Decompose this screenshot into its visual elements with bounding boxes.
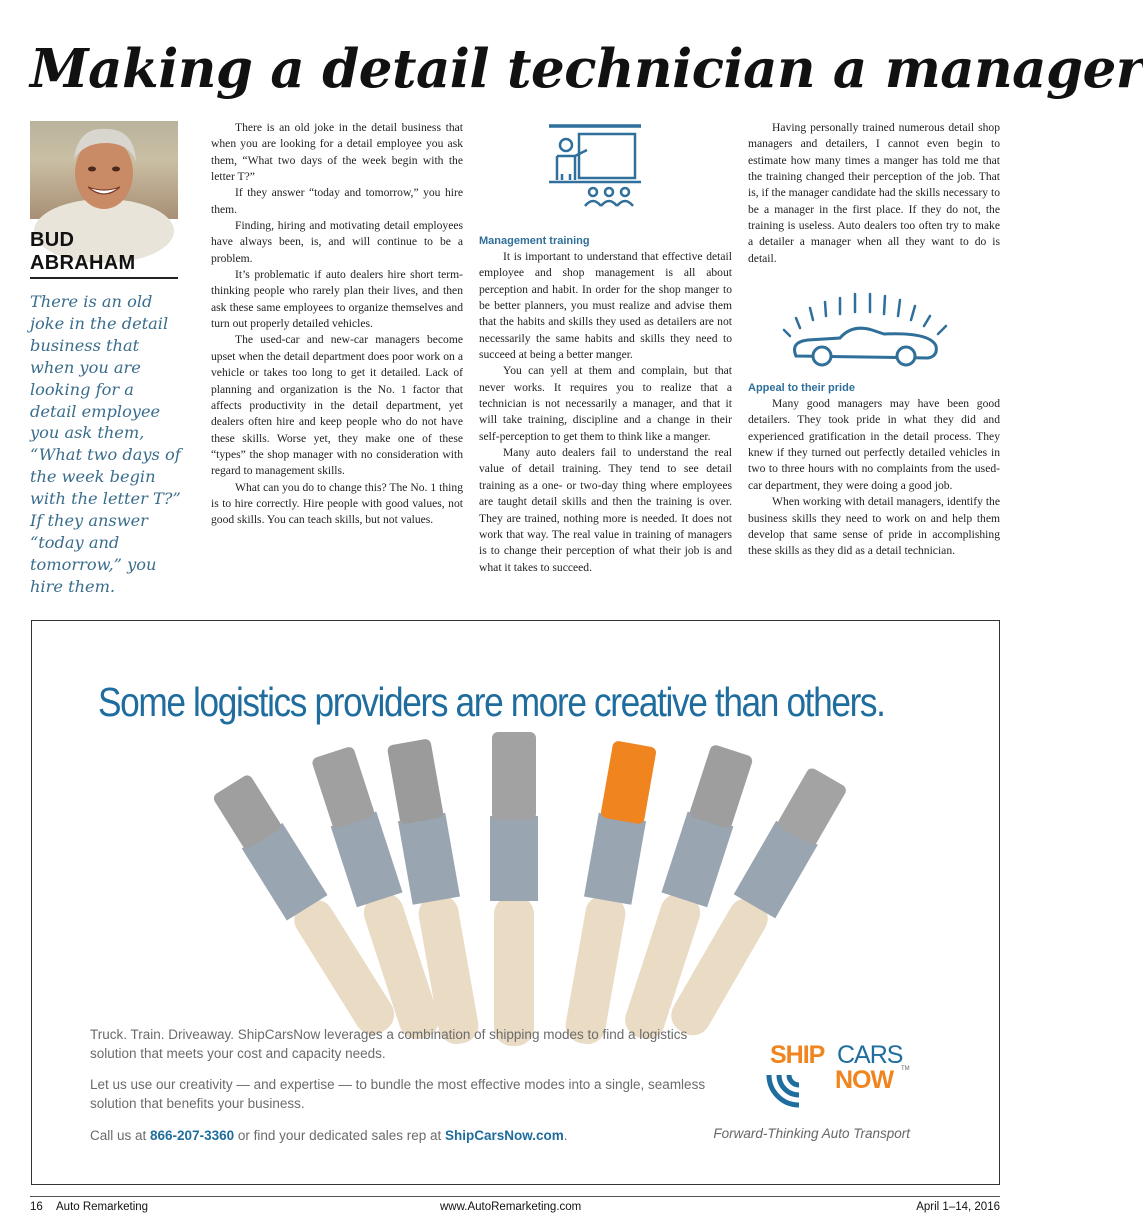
author-first-name: BUD: [30, 229, 75, 251]
paragraph: Finding, hiring and motivating detail employees have always been, is, and will continue to be a problem.: [211, 219, 463, 265]
training-presentation-icon: [545, 120, 645, 220]
logo-trademark: TM: [901, 1066, 910, 1072]
logo-signal-arcs-icon: [765, 1069, 831, 1111]
subhead-management-training: Management training: [479, 235, 590, 247]
paragraph: Many auto dealers fail to understand the real value of detail training. They tend to see detail training as a one- or two-day thing where employees are taught detail skills and then the training is over. They are trained, nothing more is needed. It does not work that way. The real value in training of managers is to change their perception of what their job is and what it takes to succeed.: [479, 446, 732, 574]
logo-cars-text: CARS: [837, 1041, 903, 1069]
ad-contact-middle: or find your dedicated sales rep at: [234, 1128, 445, 1143]
paragraph: It is important to understand that effective detail employee and shop management is all about perception and habit. In order for the shop manger to be better planners, you must realize and advise them that the habits and skills they used as detailers are not necessarily the same habits and skills they need to succeed at being a better manger.: [479, 250, 732, 362]
ad-body-paragraph-1: Truck. Train. Driveaway. ShipCarsNow leverages a combination of shipping modes to find a logistics solution that meets your cost and capacity needs.: [90, 1027, 688, 1061]
phone-number[interactable]: 866-207-3360: [150, 1128, 235, 1143]
paragraph: When working with detail managers, identify the business skills they need to work on and help them develop that same sense of pride in accomplishing these skills as they did as a detail technician.: [748, 495, 1000, 558]
publication-url[interactable]: www.AutoRemarketing.com: [440, 1201, 582, 1213]
subhead-appeal-to-pride: Appeal to their pride: [748, 382, 855, 395]
shipcarsnow-logo: [765, 1041, 915, 1111]
paragraph: Many good managers may have been good detailers. They took pride in what they did and experienced gratification in the detail process. They knew if they turned out perfectly detailed vehicles in two to three hours with no complaints from the used-car department, they were doing a good job.: [748, 397, 1000, 492]
paragraph: You can yell at them and complain, but that never works. It requires you to realize that a technician is not necessarily a manager, and that it will take training, discipline and a change in their self-perception to get them to think like a manger.: [479, 364, 732, 443]
author-photo: [30, 121, 178, 219]
issue-date: April 1–14, 2016: [916, 1201, 1000, 1213]
paragraph: It’s problematic if auto dealers hire short term-thinking people who rarely plan their lives, and then ask these same employees to organize themselves and turn out properly detailed vehicles.: [211, 268, 463, 331]
publication-name: Auto Remarketing: [56, 1201, 149, 1213]
paragraph: What can you do to change this? The No. 1 thing is to hire correctly. Hire people with good values, not good skills. You can teach skills, but not values.: [211, 480, 463, 527]
paragraph: If they answer “today and tomorrow,” you hire them.: [211, 186, 463, 216]
paragraph: Having personally trained numerous detail shop managers and detailers, I cannot even begin to estimate how many times a manger has told me that the training changed their perception of the job. That is, if the manager candidate had the skills necessary to be a manager in the first place. If they do not, the training is useless. Auto dealers too often try to make a detailer a manager when all they want to do is detail.: [748, 121, 1000, 265]
page-number: 16: [30, 1201, 43, 1213]
paragraph: There is an old joke in the detail business that when you are looking for a detail employee you ask them, “What two days of the week begin with the letter T?”: [211, 121, 463, 184]
ad-body-paragraph-2: Let us use our creativity — and expertise — to bundle the most effective modes into a single, seamless solution that benefits your business.: [90, 1077, 706, 1111]
paragraph: The used-car and new-car managers become upset when the detail department does poor work on a vehicle or takes too long to get it detailed. Lack of planning and organization is the No. 1 factor that affects productivity in the detail department, yet dealers often hire and keep people who do not have these skills. Worse yet, they make one of these “types” the shop manager with no consideration with regard to management skills.: [211, 333, 463, 478]
ad-contact-suffix: .: [563, 1128, 568, 1143]
shiny-car-icon: [780, 288, 955, 368]
logo-now-text: NOW: [835, 1066, 894, 1094]
article-column-1: [211, 120, 463, 529]
paintbrushes-image: [172, 726, 872, 1016]
author-last-name: ABRAHAM: [30, 252, 136, 274]
shipcarsnow-advertisement: [31, 620, 1000, 1185]
ad-contact-line: [90, 1126, 730, 1145]
ad-headline: Some logistics providers are more creative than others.: [98, 679, 885, 725]
author-divider: [30, 277, 178, 279]
ad-tagline: Forward-Thinking Auto Transport: [713, 1126, 910, 1141]
footer-divider: [30, 1196, 1000, 1197]
pull-quote: There is an old joke in the detail business that when you are looking for a detail employee you ask them, “What two days of the week begin with the letter T?” If they answer “today and tomorrow,” you hire them.: [30, 292, 181, 596]
article-column-2: [479, 233, 732, 576]
ad-contact-prefix: Call us at: [90, 1128, 151, 1143]
author-name: [30, 229, 178, 275]
logo-ship-text: SHIP: [770, 1041, 825, 1069]
article-headline: Making a detail technician a manager: [30, 38, 1143, 100]
website-link[interactable]: ShipCarsNow.com: [444, 1128, 564, 1143]
